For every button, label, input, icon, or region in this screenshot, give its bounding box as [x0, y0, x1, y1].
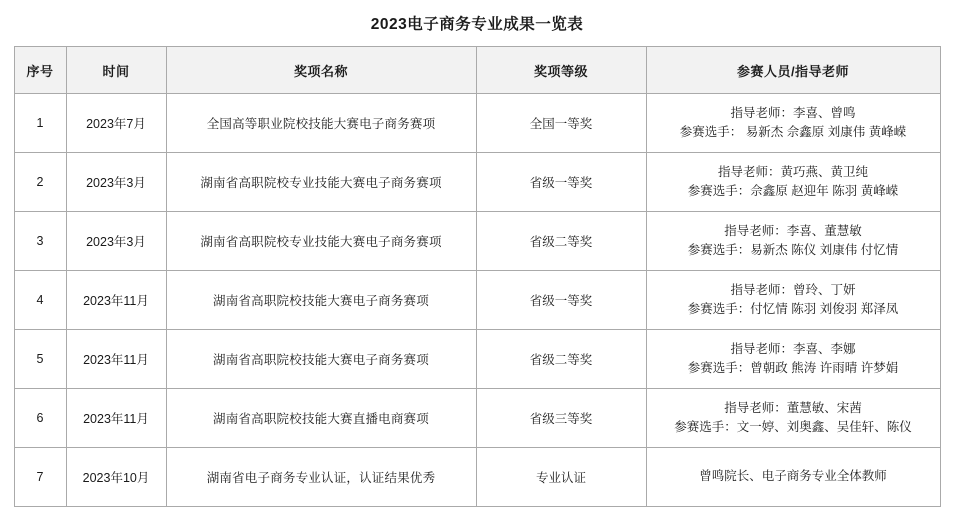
- people-instructors: 指导老师：李喜、曾鸣: [730, 105, 856, 120]
- people-contestants: 参赛选手：佘鑫原 赵迎年 陈羽 黄峰嵘: [687, 184, 899, 198]
- cell-award-level: 全国一等奖: [476, 94, 646, 153]
- cell-award-level: 省级一等奖: [476, 153, 646, 212]
- cell-people: [646, 153, 940, 212]
- people-instructors: 指导老师：曾玲、丁妍: [730, 282, 856, 297]
- results-table: [14, 46, 941, 507]
- cell-index: 6: [14, 389, 66, 448]
- cell-people: [646, 330, 940, 389]
- cell-index: 7: [14, 448, 66, 507]
- cell-time: 2023年3月: [66, 153, 166, 212]
- cell-award-level: 省级一等奖: [476, 271, 646, 330]
- cell-award-name: 湖南省高职院校专业技能大赛电子商务赛项: [166, 153, 476, 212]
- table-row: [14, 271, 940, 330]
- people-contestants: 参赛选手： 易新杰 佘鑫原 刘康伟 黄峰嵘: [679, 125, 907, 139]
- people-contestants: 参赛选手：文一婷、刘奥鑫、吴佳轩、陈仪: [674, 420, 912, 434]
- cell-index: 5: [14, 330, 66, 389]
- cell-time: 2023年11月: [66, 271, 166, 330]
- cell-people: [646, 212, 940, 271]
- people-instructors: 指导老师：李喜、董慧敏: [724, 223, 862, 238]
- table-row: [14, 448, 940, 507]
- table-row: [14, 94, 940, 153]
- cell-award-name: 全国高等职业院校技能大赛电子商务赛项: [166, 94, 476, 153]
- cell-index: 2: [14, 153, 66, 212]
- cell-award-level: 省级二等奖: [476, 330, 646, 389]
- cell-award-name: 湖南省高职院校技能大赛电子商务赛项: [166, 271, 476, 330]
- people-summary: 曾鸣院长、电子商务专业全体教师: [699, 469, 887, 484]
- cell-award-level: 省级二等奖: [476, 212, 646, 271]
- table-header-row: [14, 47, 940, 94]
- cell-people: [646, 271, 940, 330]
- cell-time: 2023年10月: [66, 448, 166, 507]
- column-header-index: 序号: [14, 47, 66, 94]
- cell-people: [646, 94, 940, 153]
- column-header-award-level: 奖项等级: [476, 47, 646, 94]
- column-header-time: 时间: [66, 47, 166, 94]
- table-header: [14, 47, 940, 94]
- cell-award-name: 湖南省高职院校技能大赛电子商务赛项: [166, 330, 476, 389]
- cell-award-name: 湖南省高职院校技能大赛直播电商赛项: [166, 389, 476, 448]
- people-instructors: 指导老师：黄巧燕、黄卫纯: [717, 164, 868, 179]
- people-contestants: 参赛选手：易新杰 陈仪 刘康伟 付忆情: [687, 243, 899, 257]
- cell-award-name: 湖南省电子商务专业认证，认证结果优秀: [166, 448, 476, 507]
- page-title: 2023电子商务专业成果一览表: [370, 16, 584, 33]
- table-row: [14, 153, 940, 212]
- table-row: [14, 389, 940, 448]
- people-instructors: 指导老师：李喜、李娜: [730, 341, 856, 356]
- cell-index: 4: [14, 271, 66, 330]
- cell-index: 3: [14, 212, 66, 271]
- cell-award-level: 专业认证: [476, 448, 646, 507]
- column-header-award-name: 奖项名称: [166, 47, 476, 94]
- cell-index: 1: [14, 94, 66, 153]
- cell-time: 2023年3月: [66, 212, 166, 271]
- cell-time: 2023年11月: [66, 389, 166, 448]
- cell-people: [646, 448, 940, 507]
- table-row: [14, 212, 940, 271]
- cell-award-level: 省级三等奖: [476, 389, 646, 448]
- people-instructors: 指导老师：董慧敏、宋茜: [724, 400, 862, 415]
- people-contestants: 参赛选手：付忆情 陈羽 刘俊羽 郑泽凤: [687, 302, 899, 316]
- cell-time: 2023年11月: [66, 330, 166, 389]
- cell-award-name: 湖南省高职院校专业技能大赛电子商务赛项: [166, 212, 476, 271]
- table-body: [14, 94, 940, 507]
- cell-time: 2023年7月: [66, 94, 166, 153]
- people-contestants: 参赛选手：曾朝政 熊涛 许雨晴 许梦娟: [687, 361, 899, 375]
- cell-people: [646, 389, 940, 448]
- table-row: [14, 330, 940, 389]
- column-header-people: 参赛人员/指导老师: [646, 47, 940, 94]
